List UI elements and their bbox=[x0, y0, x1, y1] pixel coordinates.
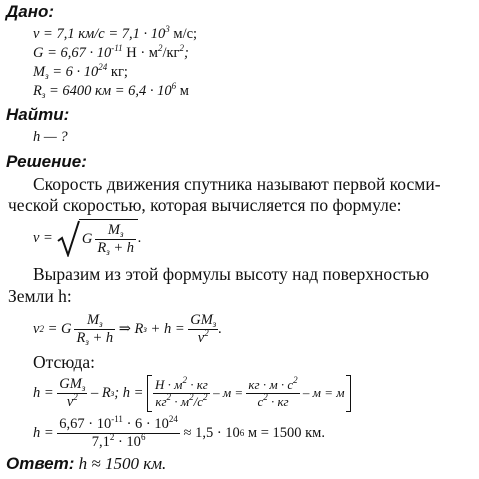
formula3-units-content bbox=[153, 374, 345, 410]
formula3-units-den-2 bbox=[246, 391, 299, 410]
given-g-text: G = 6,67 · 10 bbox=[33, 45, 112, 61]
solution-paragraph-2-line-2: Земли h: bbox=[8, 286, 72, 306]
formula2-num-sub: з bbox=[99, 318, 103, 329]
formula3-units-den-1-exp: 2 bbox=[166, 391, 172, 402]
formula2-den-v-exp: 2 bbox=[204, 327, 209, 338]
given-radius-symbol: R bbox=[33, 83, 42, 99]
solution-hence: Отсюда: bbox=[33, 352, 95, 372]
formula4-den-exp: 2 bbox=[109, 431, 115, 442]
formula4-den-a: 7,1 bbox=[91, 433, 110, 450]
given-title: Дано: bbox=[6, 2, 55, 21]
answer-line bbox=[6, 454, 166, 474]
formula3-units-den-2-tail: · кг bbox=[267, 393, 289, 409]
solution-paragraph-1-line-1: Скорость движения спутника называют первой косми- bbox=[33, 174, 441, 194]
formula4-numerator bbox=[57, 413, 180, 434]
given-radius-unit: м bbox=[176, 83, 189, 99]
formula4-rhs-tail: м = 1500 км. bbox=[244, 424, 325, 441]
formula3-fraction bbox=[57, 376, 87, 411]
given-mass-unit: кг; bbox=[107, 64, 128, 80]
formula2-end: . bbox=[218, 320, 222, 337]
formula4-num-exp2: 24 bbox=[168, 413, 178, 424]
given-mass-symbol: M bbox=[33, 64, 46, 80]
formula-height-derivation: v 2 = G $\frac{M_з}{R_з + h}$ ⇒ R з + h = $\frac{GM_з}{v^2}$ . bbox=[33, 311, 222, 347]
formula3-units-num-2-exp: 2 bbox=[293, 374, 298, 385]
formula4-den-exp2: 6 bbox=[140, 431, 146, 442]
formula3-units-fraction-1 bbox=[153, 374, 210, 410]
formula3-minus-r: – R bbox=[87, 384, 111, 401]
formula3-units-den-1-tail2: /с bbox=[193, 393, 203, 409]
formula1-den-sub: з bbox=[106, 247, 110, 257]
formula2-mid: + h = bbox=[146, 320, 189, 337]
formula2-arrow: ⇒ R bbox=[115, 320, 144, 337]
formula3-den-v: v bbox=[66, 393, 74, 410]
formula3-units-num-1-tail: · кг bbox=[186, 376, 208, 392]
solution-paragraph-2-line-1: Выразим из этой формулы высоту над поверхностью bbox=[33, 264, 430, 284]
formula3-units-den-2-exp: 2 bbox=[263, 391, 268, 402]
formula3-denominator bbox=[57, 391, 87, 411]
formula3-units-den-1-exp2: 2 bbox=[189, 391, 194, 402]
formula2-fraction-2 bbox=[188, 312, 218, 347]
solution-title: Решение: bbox=[6, 152, 87, 171]
given-g-end: ; bbox=[184, 45, 189, 61]
formula3-num-gm: GM bbox=[59, 375, 82, 392]
formula3-lhs: h = bbox=[33, 384, 58, 401]
formula4-den-tail: · 10 bbox=[114, 433, 141, 450]
formula1-fraction bbox=[95, 222, 136, 257]
formula3-units-bracket bbox=[147, 375, 351, 412]
formula1-num-sub: з bbox=[119, 229, 124, 239]
given-g-unit2-exp: 2 bbox=[179, 43, 184, 53]
formula3-units-num-2-a: кг · м · с bbox=[248, 376, 294, 392]
formula3-h-eq: ; h = bbox=[114, 384, 147, 401]
given-radius-exp: 6 bbox=[171, 81, 177, 91]
formula2-v: v bbox=[33, 320, 40, 337]
given-mass-text: = 6 · 10 bbox=[48, 64, 99, 80]
formula4-lhs: h = bbox=[33, 424, 58, 441]
formula2-den-sub: з bbox=[85, 336, 89, 347]
given-mass-exp: 24 bbox=[98, 62, 108, 72]
given-velocity-unit: м/с; bbox=[169, 26, 198, 42]
formula4-num-a: 6,67 · 10 bbox=[59, 415, 112, 432]
formula-numeric-result: h = $\frac{6,67 \cdot 10^{-11} \cdot 6 \cdot 10^{24}}{7,1^2 \cdot 10^6}$ ≈ 1,5 · 10 6 м = 1500 км. bbox=[33, 413, 325, 450]
given-line-earth-radius bbox=[33, 83, 189, 100]
formula3-units-minus: – м = bbox=[209, 385, 247, 400]
formula4-num-exp: -11 bbox=[111, 413, 123, 424]
formula2-denominator-1 bbox=[74, 330, 115, 347]
formula3-units-num-1-exp: 2 bbox=[182, 374, 187, 385]
formula1-num-m: M bbox=[107, 222, 120, 238]
formula2-den-tail: + h bbox=[88, 329, 114, 346]
formula3-units-den-2-a: с bbox=[257, 393, 264, 409]
formula3-units-num-1-a: Н · м bbox=[155, 376, 183, 392]
formula4-denominator bbox=[57, 431, 180, 451]
formula3-units-den-1-tail: · м bbox=[171, 393, 190, 409]
given-line-velocity bbox=[33, 26, 197, 43]
formula1-denominator bbox=[95, 240, 136, 257]
square-root-icon bbox=[57, 219, 81, 257]
given-line-gravitational-constant bbox=[33, 45, 189, 62]
formula2-denominator-2 bbox=[188, 327, 218, 347]
formula2-den-v: v bbox=[197, 329, 205, 346]
given-mass-sub: з bbox=[45, 71, 49, 81]
given-line-earth-mass bbox=[33, 64, 128, 81]
formula-height-and-units: h = $\frac{GM_з}{v^2}$ – R з ; h = $\frac{Н \cdot м^2 \cdot кг}{кг^2 \cdot м^2/с^2}$ – м = $\frac{кг \cdot м \cdot с^2}{с^2 \cdot кг}$ – м = м bbox=[33, 371, 351, 415]
given-g-exp: -11 bbox=[111, 43, 123, 53]
formula2-eq: = G bbox=[43, 320, 72, 337]
given-radius-text: = 6400 км = 6,4 · 10 bbox=[45, 83, 172, 99]
formula2-num-m: M bbox=[86, 311, 100, 328]
formula1-end: . bbox=[138, 229, 142, 246]
given-g-unit: Н · м bbox=[122, 45, 158, 61]
formula3-units-den-1-a: кг bbox=[155, 393, 167, 409]
formula1-radicand bbox=[79, 219, 138, 257]
given-g-unit-exp: 2 bbox=[157, 43, 163, 53]
given-g-unit2: /кг bbox=[162, 45, 180, 61]
find-line: h — ? bbox=[33, 129, 68, 145]
formula3-units-end: – м = м bbox=[299, 385, 345, 400]
formula3-units-num-2 bbox=[246, 374, 299, 394]
formula3-units-den-1-exp3: 2 bbox=[202, 391, 208, 402]
given-radius-sub: з bbox=[41, 90, 46, 100]
given-velocity-exp: 3 bbox=[165, 24, 170, 34]
formula2-num-gm: GM bbox=[190, 311, 213, 328]
find-title: Найти: bbox=[6, 105, 70, 124]
formula-first-cosmic-velocity bbox=[33, 220, 142, 256]
formula3-units-num-1 bbox=[153, 374, 210, 394]
formula3-den-exp: 2 bbox=[73, 391, 78, 402]
formula4-rhs: ≈ 1,5 · 10 bbox=[179, 424, 240, 441]
given-velocity-text: v = 7,1 км/с = 7,1 · 10 bbox=[33, 26, 166, 42]
formula2-num-gm-sub: з bbox=[212, 318, 217, 329]
formula2-den-r: R bbox=[76, 329, 86, 346]
answer-value: h ≈ 1500 км. bbox=[74, 454, 167, 473]
formula1-numerator bbox=[95, 222, 136, 240]
formula2-fraction-1 bbox=[74, 312, 115, 347]
formula1-den-tail: + h bbox=[109, 240, 135, 256]
answer-label: Ответ: bbox=[6, 454, 75, 473]
formula3-units-fraction-2 bbox=[246, 374, 299, 410]
formula3-units-den-1 bbox=[153, 391, 210, 410]
formula4-fraction bbox=[57, 413, 180, 451]
formula3-num-sub: з bbox=[81, 382, 86, 393]
formula1-g: G bbox=[81, 231, 93, 247]
formula1-lhs: v = bbox=[33, 229, 53, 246]
formula1-den-r: R bbox=[97, 240, 107, 256]
formula4-num-tail: · 6 · 10 bbox=[122, 415, 169, 432]
solution-paragraph-1-line-2: ческой скоростью, которая вычисляется по формуле: bbox=[8, 195, 402, 215]
formula2-numerator-1 bbox=[74, 312, 115, 330]
